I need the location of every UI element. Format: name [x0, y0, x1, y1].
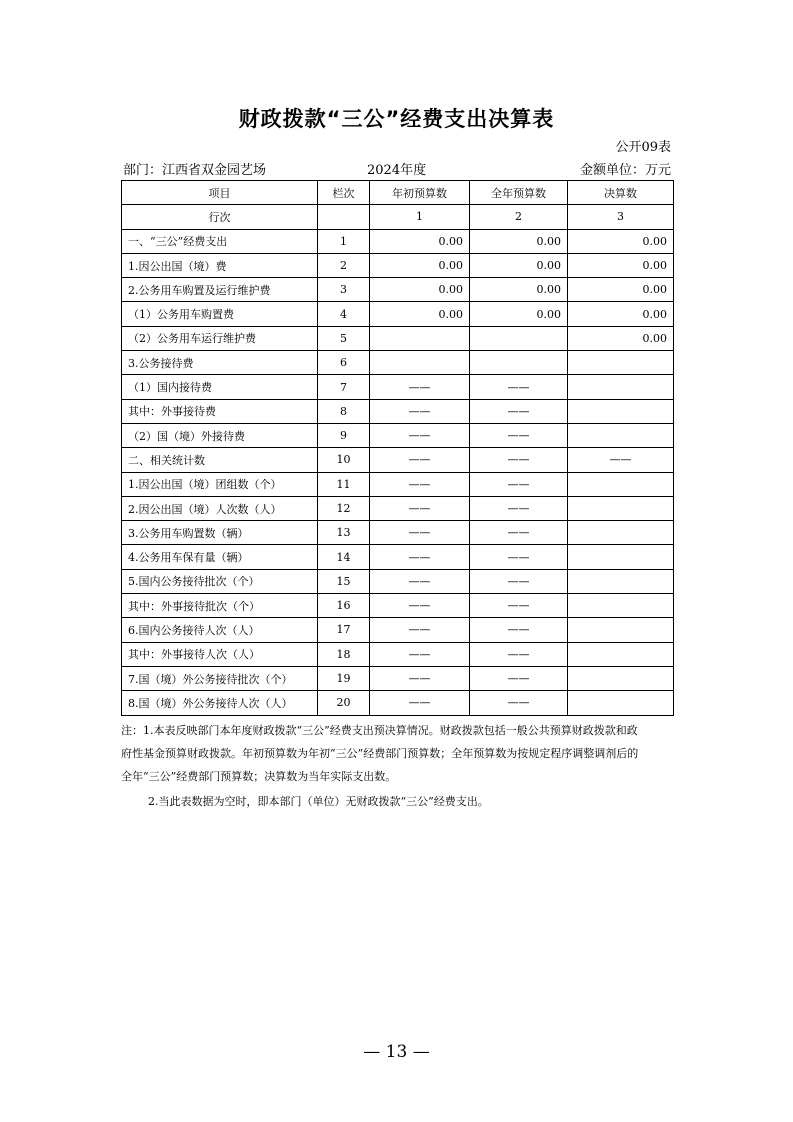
row-final — [568, 423, 674, 447]
row-item-name: （2）国（境）外接待费 — [122, 423, 318, 447]
table-row — [122, 594, 674, 618]
row-line-number: 8 — [318, 399, 370, 423]
row-budget-initial: 0.00 — [370, 278, 470, 302]
row-budget-initial: —— — [370, 642, 470, 666]
row-budget-initial: —— — [370, 375, 470, 399]
row-final: 0.00 — [568, 253, 674, 277]
table-row — [122, 351, 674, 375]
header-item: 项目 — [122, 181, 318, 205]
row-budget-full: —— — [470, 618, 568, 642]
row-final: 0.00 — [568, 229, 674, 253]
column-index-row — [122, 205, 674, 229]
table-row — [122, 618, 674, 642]
page-title: 财政拨款“三公”经费支出决算表 — [238, 107, 555, 131]
row-line-number: 13 — [318, 521, 370, 545]
table-row — [122, 326, 674, 350]
row-budget-full: —— — [470, 423, 568, 447]
row-item-name: 3.公务接待费 — [122, 351, 318, 375]
row-budget-full: —— — [470, 521, 568, 545]
row-item-name: 一、“三公”经费支出 — [122, 229, 318, 253]
row-item-name: 4.公务用车保有量（辆） — [122, 545, 318, 569]
row-line-number: 3 — [318, 278, 370, 302]
row-line-number: 4 — [318, 302, 370, 326]
row-item-name: （2）公务用车运行维护费 — [122, 326, 318, 350]
row-budget-initial: —— — [370, 545, 470, 569]
header-final: 决算数 — [568, 181, 674, 205]
table-meta — [123, 159, 671, 177]
row-item-name: 5.国内公务接待批次（个） — [122, 569, 318, 593]
table-header-row — [122, 181, 674, 205]
table-notes — [121, 719, 673, 788]
department-label: 部门：江西省双金园艺场 — [123, 163, 267, 178]
row-item-name: 7.国（境）外公务接待批次（个） — [122, 666, 318, 690]
row-item-name: 2.公务用车购置及运行维护费 — [122, 278, 318, 302]
row-line-number: 2 — [318, 253, 370, 277]
fiscal-year-label: 2024年度 — [367, 163, 427, 178]
row-budget-initial: 0.00 — [370, 253, 470, 277]
row-budget-full: —— — [470, 594, 568, 618]
header-line: 栏次 — [318, 181, 370, 205]
row-line-number: 20 — [318, 691, 370, 715]
row-line-number: 18 — [318, 642, 370, 666]
row-budget-initial: —— — [370, 666, 470, 690]
column-index-line — [318, 205, 370, 229]
row-budget-full: —— — [470, 691, 568, 715]
row-line-number: 15 — [318, 569, 370, 593]
row-line-number: 17 — [318, 618, 370, 642]
currency-unit-label: 金额单位：万元 — [579, 163, 671, 178]
table-row — [122, 399, 674, 423]
row-budget-full: 0.00 — [470, 302, 568, 326]
row-budget-full: 0.00 — [470, 278, 568, 302]
row-final — [568, 618, 674, 642]
row-final — [568, 642, 674, 666]
row-line-number: 16 — [318, 594, 370, 618]
column-index-1: 1 — [370, 205, 470, 229]
row-final — [568, 399, 674, 423]
row-item-name: 1.因公出国（境）团组数（个） — [122, 472, 318, 496]
table-row — [122, 521, 674, 545]
row-budget-full — [470, 351, 568, 375]
row-item-name: 其中：外事接待人次（人） — [122, 642, 318, 666]
row-item-name: 6.国内公务接待人次（人） — [122, 618, 318, 642]
row-item-name: 其中：外事接待费 — [122, 399, 318, 423]
row-final: 0.00 — [568, 326, 674, 350]
row-line-number: 1 — [318, 229, 370, 253]
row-budget-full: —— — [470, 472, 568, 496]
row-item-name: 3.公务用车购置数（辆） — [122, 521, 318, 545]
row-budget-initial — [370, 351, 470, 375]
row-budget-initial: —— — [370, 496, 470, 520]
row-budget-full: 0.00 — [470, 253, 568, 277]
row-budget-full: —— — [470, 399, 568, 423]
header-budget-initial: 年初预算数 — [370, 181, 470, 205]
row-budget-full: —— — [470, 496, 568, 520]
table-row — [122, 423, 674, 447]
note-1-line-2: 府性基金预算财政拨款。年初预算数为年初“三公”经费部门预算数；全年预算数为按规定程序调整调剂后的 — [121, 747, 639, 760]
table-row — [122, 253, 674, 277]
table-row — [122, 448, 674, 472]
row-budget-initial: —— — [370, 448, 470, 472]
row-line-number: 11 — [318, 472, 370, 496]
row-final — [568, 375, 674, 399]
table-row — [122, 278, 674, 302]
row-line-number: 9 — [318, 423, 370, 447]
row-budget-initial: —— — [370, 691, 470, 715]
row-final — [568, 545, 674, 569]
row-item-name: （1）公务用车购置费 — [122, 302, 318, 326]
row-item-name: 2.因公出国（境）人次数（人） — [122, 496, 318, 520]
form-number: 公开09表 — [615, 140, 671, 155]
row-budget-full: —— — [470, 642, 568, 666]
row-item-name: 二、相关统计数 — [122, 448, 318, 472]
row-final: —— — [568, 448, 674, 472]
row-final — [568, 666, 674, 690]
column-index-3: 3 — [568, 205, 674, 229]
row-budget-initial: —— — [370, 399, 470, 423]
row-budget-full — [470, 326, 568, 350]
row-line-number: 5 — [318, 326, 370, 350]
table-row — [122, 569, 674, 593]
row-budget-initial: —— — [370, 472, 470, 496]
row-budget-full: —— — [470, 569, 568, 593]
row-final: 0.00 — [568, 278, 674, 302]
table-row — [122, 302, 674, 326]
row-budget-initial — [370, 326, 470, 350]
row-budget-initial: —— — [370, 618, 470, 642]
row-budget-full: —— — [470, 375, 568, 399]
page-number: — 13 — — [363, 1042, 430, 1062]
row-item-name: 1.因公出国（境）费 — [122, 253, 318, 277]
row-item-name: （1）国内接待费 — [122, 375, 318, 399]
table-row — [122, 642, 674, 666]
column-index-2: 2 — [470, 205, 568, 229]
table-row — [122, 229, 674, 253]
row-line-number: 14 — [318, 545, 370, 569]
column-index-label: 行次 — [122, 205, 318, 229]
row-final — [568, 521, 674, 545]
table-row — [122, 496, 674, 520]
row-budget-full: —— — [470, 545, 568, 569]
header-budget-full: 全年预算数 — [470, 181, 568, 205]
note-2: 2.当此表数据为空时，即本部门（单位）无财政拨款“三公”经费支出。 — [148, 795, 489, 808]
row-budget-initial: —— — [370, 521, 470, 545]
table-body — [122, 229, 674, 715]
row-final — [568, 496, 674, 520]
row-line-number: 6 — [318, 351, 370, 375]
row-final — [568, 691, 674, 715]
table-row — [122, 691, 674, 715]
table-row — [122, 375, 674, 399]
row-line-number: 12 — [318, 496, 370, 520]
row-line-number: 7 — [318, 375, 370, 399]
table-row — [122, 472, 674, 496]
row-final — [568, 569, 674, 593]
row-item-name: 8.国（境）外公务接待人次（人） — [122, 691, 318, 715]
row-final — [568, 472, 674, 496]
row-budget-initial: —— — [370, 423, 470, 447]
row-item-name: 其中：外事接待批次（个） — [122, 594, 318, 618]
row-budget-initial: 0.00 — [370, 302, 470, 326]
row-budget-initial: —— — [370, 569, 470, 593]
note-1-line-1: 注：1.本表反映部门本年度财政拨款“三公”经费支出预决算情况。财政拨款包括一般公共预算财政拨款和政 — [121, 724, 638, 737]
table-row — [122, 666, 674, 690]
row-line-number: 10 — [318, 448, 370, 472]
row-final — [568, 594, 674, 618]
row-budget-full: —— — [470, 448, 568, 472]
row-final: 0.00 — [568, 302, 674, 326]
table-row — [122, 545, 674, 569]
row-line-number: 19 — [318, 666, 370, 690]
note-1-line-3: 全年“三公”经费部门预算数；决算数为当年实际支出数。 — [121, 770, 397, 783]
row-final — [568, 351, 674, 375]
row-budget-full: —— — [470, 666, 568, 690]
expenditure-table — [121, 180, 674, 716]
row-budget-full: 0.00 — [470, 229, 568, 253]
row-budget-initial: —— — [370, 594, 470, 618]
row-budget-initial: 0.00 — [370, 229, 470, 253]
